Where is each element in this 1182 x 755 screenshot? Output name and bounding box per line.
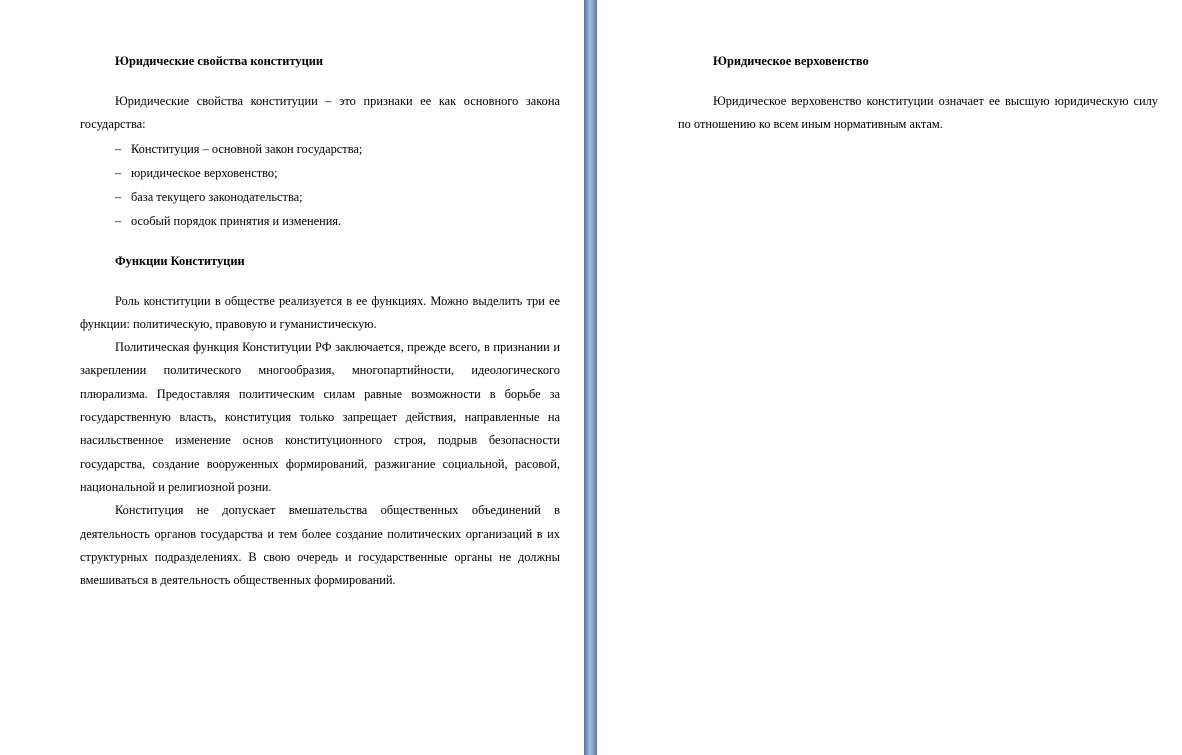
list-item <box>80 137 560 161</box>
paragraph-functions-3: Конституция не допускает вмешательства общественных объединений в деятельность органов государства и тем более создание политических организаций в их структурных подразделениях. В свою очередь и государственные органы не должны вмешиваться в деятельность общественных формирований. <box>80 503 560 588</box>
list-dash-marker: – <box>115 189 122 204</box>
section-heading-legal-properties: Юридические свойства конституции <box>115 54 323 68</box>
list-item-text: база текущего законодательства; <box>131 189 303 204</box>
section-heading-constitution-functions: Функции Конституции <box>115 253 245 268</box>
list-item-text: Конституция – основной закон государства; <box>131 141 363 156</box>
paragraph-functions-1: Роль конституции в обществе реализуется в ее функциях. Можно выделить три ее функции: политическую, правовую и гуманистическую. <box>80 293 560 331</box>
list-dash-marker: – <box>115 213 122 228</box>
list-dash-marker: – <box>115 165 122 180</box>
list-item <box>80 209 560 233</box>
legal-properties-list <box>80 137 560 233</box>
section-heading-legal-supremacy: Юридическое верховенство <box>713 54 869 68</box>
paragraph-functions-2: Политическая функция Конституции РФ заключается, прежде всего, в признании и закреплении политического многообразия, многопартийности, идеологического плюрализма. Предоставляя политическим силам равные возможности в борьбе за государственную власть, конституция только запрещает действия, направленные на насильственное изменение основ конституционного строя, подрыв безопасности государства, создание вооруженных формирований, разжигание социальной, расовой, национальной и религиозной розни. <box>80 340 560 494</box>
page-separator <box>584 0 597 755</box>
list-item-text: юридическое верховенство; <box>131 165 278 180</box>
list-item-text: особый порядок принятия и изменения. <box>131 213 342 228</box>
document-page-left[interactable] <box>0 0 584 755</box>
list-item <box>80 185 560 209</box>
document-page-right[interactable] <box>597 0 1182 755</box>
list-dash-marker: – <box>115 141 122 156</box>
paragraph-legal-properties-intro: Юридические свойства конституции – это признаки ее как основного закона государства: <box>80 94 560 132</box>
list-item <box>80 161 560 185</box>
paragraph-legal-supremacy: Юридическое верховенство конституции означает ее высшую юридическую силу по отношению ко всем иным нормативным актам. <box>678 94 1158 132</box>
